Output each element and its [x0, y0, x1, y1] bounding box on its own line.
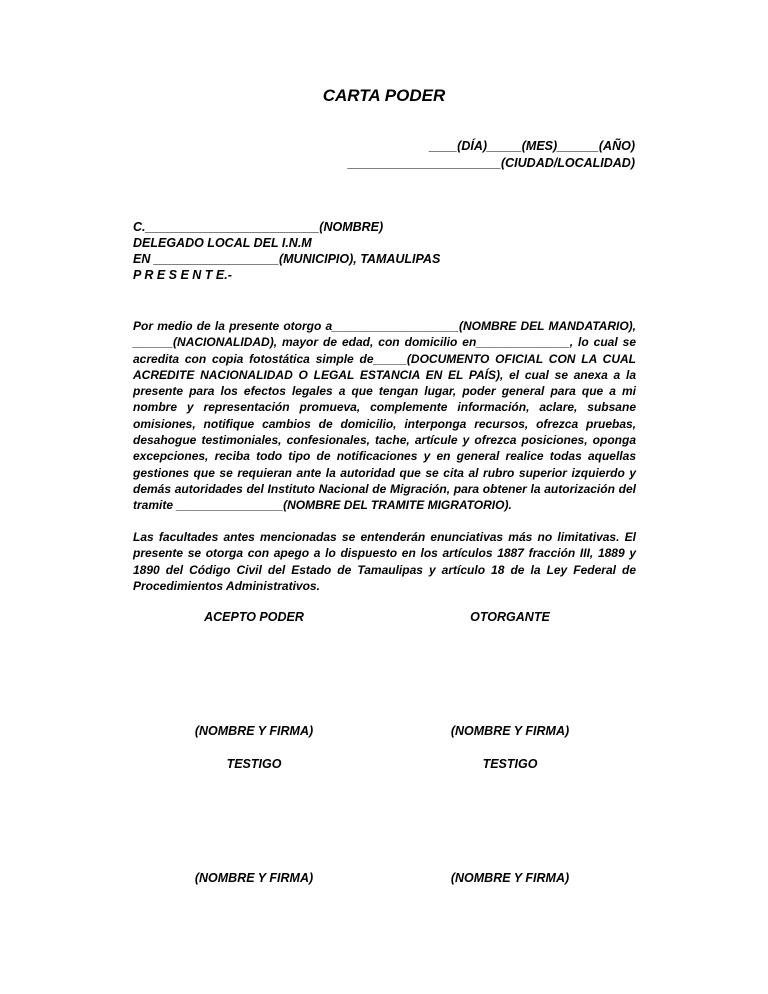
testigo-left-label: TESTIGO: [226, 757, 282, 771]
date-line: ____(DÍA)_____(MES)______(AÑO): [429, 139, 635, 153]
addressee-presente-line: P R E S E N T E.-: [133, 268, 232, 282]
testigo-right-label: TESTIGO: [482, 757, 538, 771]
addressee-position-line: DELEGADO LOCAL DEL I.N.M: [133, 236, 312, 250]
addressee-municipality-line: EN __________________(MUNICIPIO), TAMAULIPAS: [133, 252, 441, 266]
date-place-block: [348, 138, 635, 172]
otorgante-label: OTORGANTE: [470, 610, 550, 624]
acepto-poder-name-signature: (NOMBRE Y FIRMA): [194, 724, 314, 738]
otorgante-name-signature: (NOMBRE Y FIRMA): [450, 724, 570, 738]
acepto-poder-label: ACEPTO PODER: [204, 610, 304, 624]
body-paragraph-faculties: Las facultades antes mencionadas se entenderán enunciativas más no limitativas. El presente se otorga con apego a lo dispuesto en los artículos 1887 fracción III, 1889 y 1890 del Código Civil del Estado de Tamaulipas y artículo 18 de la Ley Federal de Procedimientos Administrativos.: [133, 530, 636, 593]
addressee-name-line: C._________________________(NOMBRE): [133, 220, 384, 234]
body-paragraph-main: Por medio de la presente otorgo a___________________(NOMBRE DEL MANDATARIO), ______(NACIONALIDAD), mayor de edad, con domicilio en______________, lo cual se acredita con copia fotostática simple de_____(DOCUMENTO OFICIAL CON LA CUAL ACREDITE NACIONALIDAD O LEGAL ESTANCIA EN EL PAÍS), el cual se anexa a la presente para los efectos legales a que tengan lugar, poder general para que a mi nombre y representación promueva, complemente información, aclare, subsane omisiones, notifique cambios de domicilio, interponga recursos, ofrezca pruebas, desahogue testimoniales, confesionales, tache, artícule y ofrezca posiciones, oponga excepciones, reciba todo tipo de notificaciones y en general realice todas aquellas gestiones que se requieran ante la autoridad que se cita al rubro superior izquierdo y demás autoridades del Instituto Nacional de Migración, para obtener la autorización del tramite ________________(NOMBRE DEL TRAMITE MIGRATORIO).: [133, 319, 636, 513]
testigo-right-name-signature: (NOMBRE Y FIRMA): [450, 871, 570, 885]
addressee-block: [133, 219, 440, 283]
document-title: CARTA PODER: [322, 86, 446, 105]
testigo-left-name-signature: (NOMBRE Y FIRMA): [194, 871, 314, 885]
place-line: ______________________(CIUDAD/LOCALIDAD): [348, 156, 635, 170]
